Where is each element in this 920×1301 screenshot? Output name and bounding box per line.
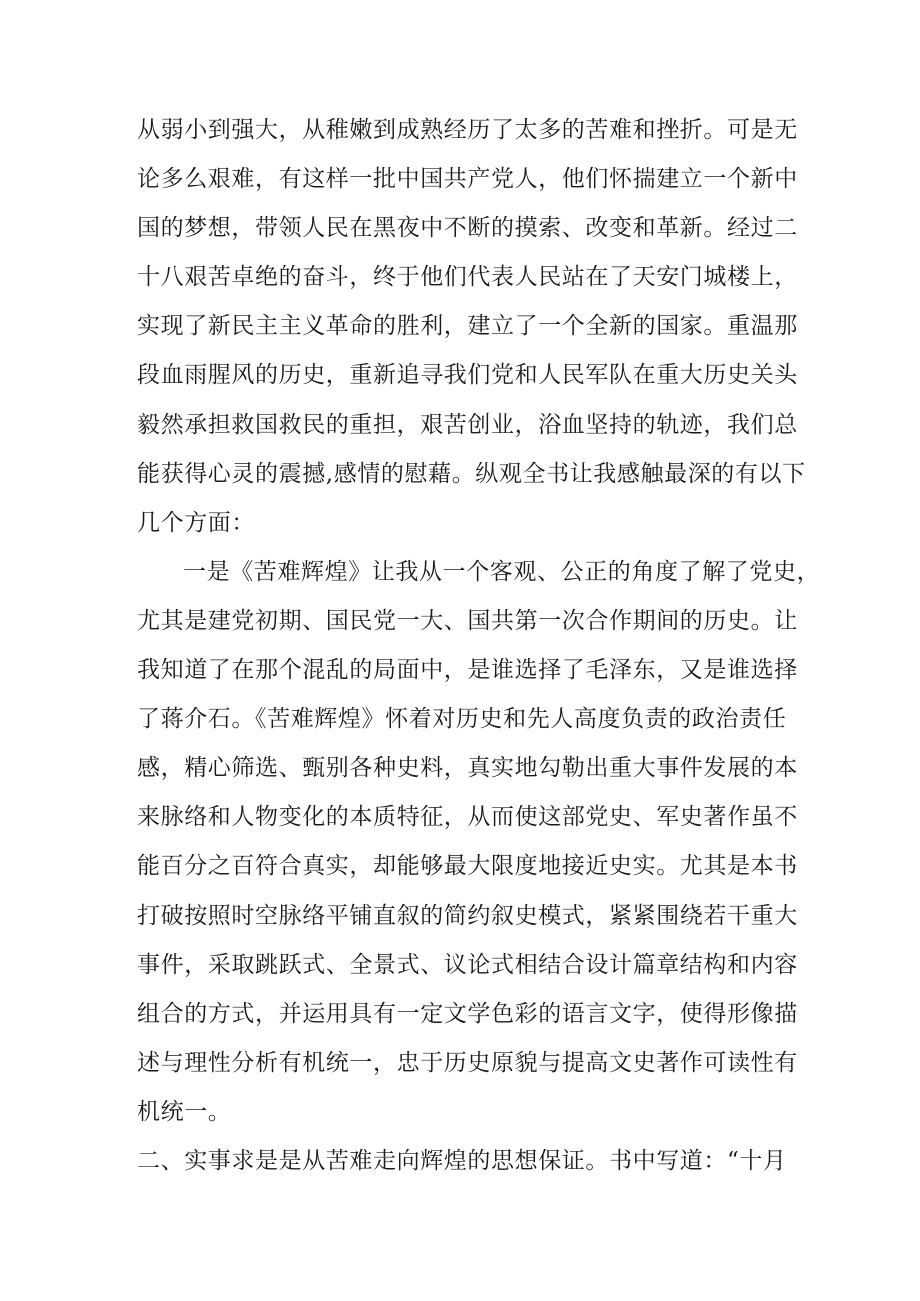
text-line: 了蒋介石。《苦难辉煌》怀着对历史和先人高度负责的政治责任 bbox=[137, 706, 787, 733]
text-line: 十八艰苦卓绝的奋斗，终于他们代表人民站在了天安门城楼上， bbox=[137, 264, 798, 291]
text-line: 论多么艰难，有这样一批中国共产党人，他们怀揣建立一个新中 bbox=[137, 166, 798, 193]
text-line: 能获得心灵的震撼,感情的慰藉。纵观全书让我感触最深的有以下 bbox=[137, 460, 806, 487]
text-line: 实现了新民主主义革命的胜利，建立了一个全新的国家。重温那 bbox=[137, 313, 798, 340]
text-line: 能百分之百符合真实，却能够最大限度地接近史实。尤其是本书 bbox=[137, 853, 798, 880]
text-line: 述与理性分析有机统一，忠于历史原貌与提高文史著作可读性有 bbox=[137, 1049, 798, 1076]
text-line: 一是《苦难辉煌》让我从一个客观、公正的角度了解了党史， bbox=[183, 558, 821, 585]
text-line: 段血雨腥风的历史，重新追寻我们党和人民军队在重大历史关头 bbox=[137, 362, 798, 389]
text-line: 来脉络和人物变化的本质特征，从而使这部党史、军史著作虽不 bbox=[137, 804, 798, 831]
text-line: 毅然承担救国救民的重担，艰苦创业，浴血坚持的轨迹，我们总 bbox=[137, 411, 798, 438]
document-body bbox=[137, 106, 821, 1186]
text-line: 打破按照时空脉络平铺直叙的简约叙史模式，紧紧围绕若干重大 bbox=[137, 902, 798, 929]
text-line: 我知道了在那个混乱的局面中，是谁选择了毛泽东，又是谁选择 bbox=[137, 657, 798, 684]
text-line: 从弱小到强大，从稚嫩到成熟经历了太多的苦难和挫折。可是无 bbox=[137, 117, 798, 143]
text-line: 事件，采取跳跃式、全景式、议论式相结合设计篇章结构和内容 bbox=[137, 951, 798, 978]
text-line: 机统一。 bbox=[137, 1098, 232, 1125]
text-line: 感，精心筛选、甄别各种史料，真实地勾勒出重大事件发展的本 bbox=[137, 755, 798, 782]
text-line: 组合的方式，并运用具有一定文学色彩的语言文字，使得形像描 bbox=[137, 1000, 798, 1027]
text-line: 尤其是建党初期、国民党一大、国共第一次合作期间的历史。让 bbox=[137, 607, 798, 634]
text-line: 国的梦想，带领人民在黑夜中不断的摸索、改变和革新。经过二 bbox=[137, 215, 798, 242]
text-line: 二、实事求是是从苦难走向辉煌的思想保证。书中写道：“十月 bbox=[137, 1147, 787, 1174]
text-line: 几个方面： bbox=[137, 509, 255, 536]
